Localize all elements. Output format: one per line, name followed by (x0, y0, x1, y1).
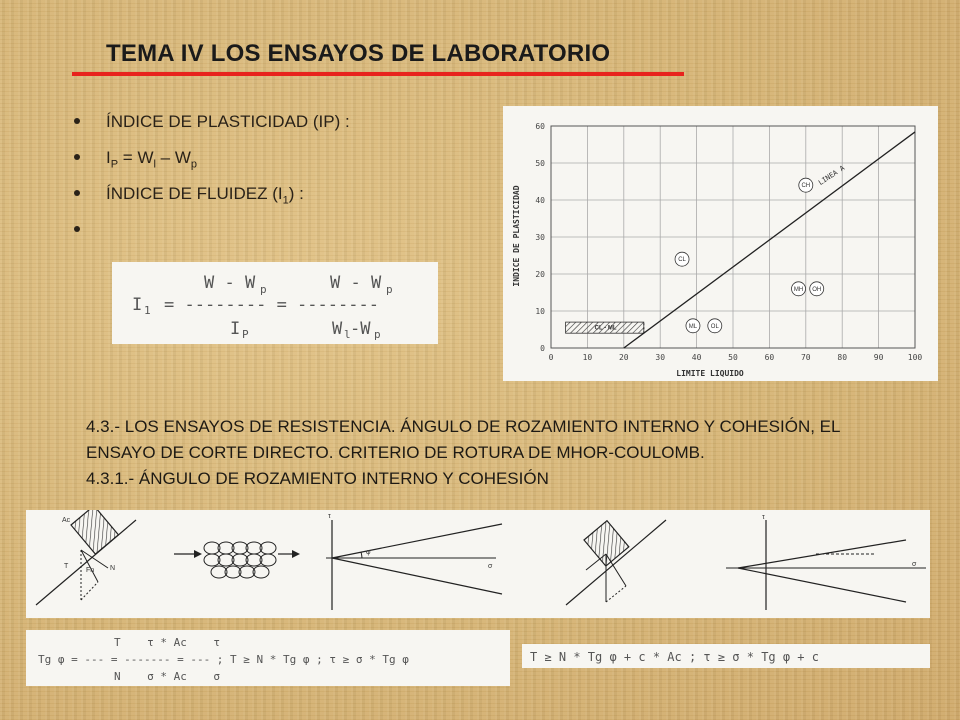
bullet-text: ÍNDICE DE FLUIDEZ $(I_1)$ : (106, 184, 304, 207)
label-phi: φ (366, 549, 371, 556)
chart-line-label: LINEA A (817, 164, 847, 187)
formula-lhs: I (132, 295, 143, 315)
bullet-dot (74, 190, 80, 196)
formula-tg-row2: Tg φ = --- = ------- = --- ; T ≥ N * Tg φ ; τ ≥ σ * Tg φ (38, 653, 409, 666)
zone-label: MH (793, 286, 804, 293)
x-tick-label: 40 (691, 353, 702, 362)
y-tick-label: 50 (535, 159, 545, 168)
x-tick-label: 70 (800, 353, 811, 362)
formula-denominator-2b: -W (350, 319, 371, 339)
section-heading: 4.3.- LOS ENSAYOS DE RESISTENCIA. ÁNGULO DE ROZAMIENTO INTERNO Y COHESIÓN, EL (86, 417, 841, 436)
formula-criterion-text: T ≥ N * Tg φ + c * Ac ; τ ≥ σ * Tg φ + c (530, 650, 819, 664)
label-n: N (110, 565, 116, 572)
bullet-item (70, 220, 350, 256)
subsection-heading: 4.3.1.- ÁNGULO DE ROZAMIENTO INTERNO Y COHESIÓN (86, 469, 549, 488)
bullet-item (70, 184, 350, 220)
zone-label: CH (801, 183, 811, 190)
plasticity-chart (503, 106, 938, 381)
diagram-envelope-1 (326, 513, 502, 610)
x-tick-label: 30 (655, 353, 666, 362)
formula-sub: p (374, 328, 381, 341)
formula-numerator-2: W - W (330, 273, 382, 293)
bullet-item (70, 148, 350, 184)
formula-tg-panel (26, 630, 510, 686)
y-tick-label: 10 (535, 307, 545, 316)
zone-label: OH (812, 286, 822, 293)
bullet-text: ÍNDICE DE PLASTICIDAD (IP) : (106, 112, 350, 131)
formula-sub: 1 (144, 304, 151, 317)
x-tick-label: 10 (582, 353, 593, 362)
y-tick-label: 0 (540, 344, 545, 353)
label-ac: Ac (62, 517, 71, 524)
formula-fluidez-panel (112, 262, 438, 344)
bullet-dot (74, 154, 80, 160)
diagram-particles (174, 542, 300, 578)
label-sigma-2: σ (912, 561, 917, 568)
section-text (86, 414, 926, 492)
formula-tg (26, 630, 510, 686)
zone-label: ML (688, 323, 698, 330)
bullet-dot (74, 226, 80, 232)
formula-sub: p (260, 283, 267, 296)
x-tick-label: 60 (764, 353, 775, 362)
y-tick-label: 40 (535, 196, 545, 205)
formula-denominator-1: I (230, 319, 241, 339)
friction-diagrams (26, 510, 930, 618)
diagram-envelope-2 (726, 514, 926, 610)
x-tick-label: 90 (873, 353, 884, 362)
formula-tg-row1: T τ * Ac τ (114, 636, 220, 649)
plasticity-chart-panel (503, 106, 938, 381)
formula-criterion (522, 644, 930, 668)
bullet-formula-ip: $I_P = W_l - W_p$ (106, 148, 198, 171)
x-tick-label: 80 (837, 353, 848, 362)
x-tick-label: 20 (618, 353, 629, 362)
label-sigma: σ (488, 563, 493, 570)
x-tick-label: 100 (907, 353, 923, 362)
diagram-block-incline-2 (566, 520, 666, 605)
zone-label: OL (710, 323, 719, 330)
zone-label: CL (678, 257, 686, 264)
label-tau: τ (328, 513, 331, 520)
formula-tg-row3: N σ * Ac σ (114, 670, 220, 683)
formula-denominator-2: W (332, 319, 343, 339)
page-title: TEMA IV LOS ENSAYOS DE LABORATORIO (106, 40, 611, 67)
label-t: T (64, 563, 69, 570)
section-heading-cont: ENSAYO DE CORTE DIRECTO. CRITERIO DE ROTURA DE MHOR-COULOMB. (86, 443, 705, 462)
title-underline (72, 72, 684, 76)
formula-sub: P (242, 328, 249, 341)
chart-ylabel: INDICE DE PLASTICIDAD (512, 185, 521, 287)
y-tick-label: 30 (535, 233, 545, 242)
bullet-item (70, 112, 350, 148)
formula-fraction-line: = -------- = -------- (164, 295, 379, 315)
chart-xlabel: LIMITE LIQUIDO (676, 369, 744, 378)
bullet-dot (74, 118, 80, 124)
formula-fluidez (112, 262, 438, 344)
x-tick-label: 0 (548, 353, 554, 362)
label-fn: Fn (86, 567, 95, 574)
x-tick-label: 50 (728, 353, 738, 362)
diagrams-panel (26, 510, 930, 618)
formula-sub: p (386, 283, 393, 296)
bullet-list (70, 112, 350, 256)
y-tick-label: 20 (535, 270, 545, 279)
formula-criterion-panel (522, 644, 930, 668)
formula-numerator-1: W - W (204, 273, 256, 293)
diagram-block-incline-1 (36, 510, 136, 605)
formula-sub: l (344, 328, 351, 341)
label-tau-2: τ (762, 514, 765, 521)
zone-label: CL - ML (594, 325, 617, 332)
y-tick-label: 60 (535, 122, 545, 131)
